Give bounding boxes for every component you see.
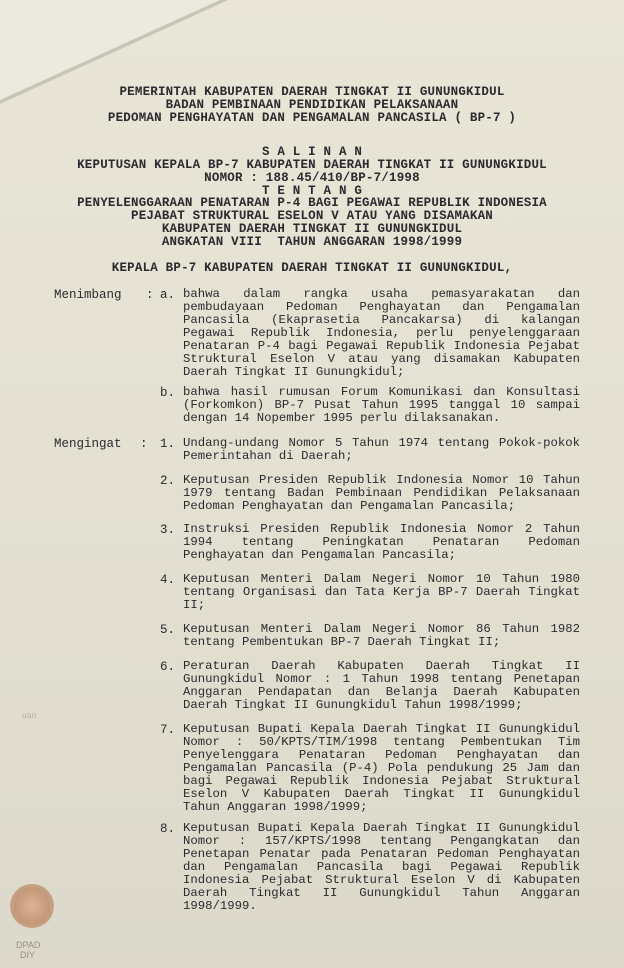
header-line-2: BADAN PEMBINAAN PENDIDIKAN PELAKSANAAN bbox=[165, 98, 459, 112]
mengingat-item-text: Keputusan Bupati Kepala Daerah Tingkat II Gunungkidul Nomor : 50/KPTS/TIM/1998 tentang Pembentukan Tim Penyelenggara Penataran Pedoman Penghayatan dan Pengamalan Pancasila (P-4) Pola pendukung 25 Jam dan bagi Pegawai Republik Indonesia Pejabat Struktural Eselon V Kabupaten Daerah Tingkat II Gunungkidul Tahun Anggaran 1998/1999; bbox=[183, 722, 580, 814]
mengingat-item-num: 8. bbox=[160, 822, 176, 836]
margin-note: uan bbox=[22, 712, 37, 721]
subject-line-4: ANGKATAN VIII TAHUN ANGGARAN 1998/1999 bbox=[161, 235, 463, 249]
menimbang-colon: : bbox=[146, 288, 154, 302]
mengingat-item-num: 1. bbox=[160, 437, 176, 451]
mengingat-label: Mengingat bbox=[54, 437, 122, 451]
menimbang-item-text: bahwa hasil rumusan Forum Komunikasi dan Konsultasi (Forkomkon) BP-7 Pusat Tahun 1995 tanggal 10 sampai dengan 14 Nopember 1995 perlu dilaksanakan. bbox=[183, 385, 580, 425]
mengingat-item-text: Keputusan Presiden Republik Indonesia Nomor 10 Tahun 1979 tentang Badan Pembinaan Pendidikan Pelaksanaan Pedoman Penghayatan dan Pengamalan Pancasila; bbox=[183, 473, 580, 513]
mengingat-item-text: Keputusan Menteri Dalam Negeri Nomor 10 Tahun 1980 tentang Organisasi dan Tata Kerja BP-7 Daerah Tingkat II; bbox=[183, 572, 580, 612]
tentang-heading: T E N T A N G bbox=[261, 184, 363, 198]
menimbang-item-num: a. bbox=[160, 288, 176, 302]
menimbang-item-num: b. bbox=[160, 386, 176, 400]
salinan-title: S A L I N A N bbox=[261, 145, 363, 159]
archive-seal-icon bbox=[10, 884, 54, 928]
stamp-line-2: DIY bbox=[20, 950, 36, 960]
header-line-1: PEMERINTAH KABUPATEN DAERAH TINGKAT II GUNUNGKIDUL bbox=[119, 85, 505, 99]
mengingat-item-num: 2. bbox=[160, 474, 176, 488]
mengingat-item-text: Peraturan Daerah Kabupaten Daerah Tingkat II Gunungkidul Nomor : 1 Tahun 1998 tentang Penetapan Anggaran Pendapatan dan Belanja Daerah Kabupaten Daerah Tingkat II Gunungkidul Tahun 1998/1999; bbox=[183, 659, 580, 712]
mengingat-item-num: 5. bbox=[160, 623, 176, 637]
subject-line-3: KABUPATEN DAERAH TINGKAT II GUNUNGKIDUL bbox=[161, 222, 463, 236]
subject-line-1: PENYELENGGARAAN PENATARAN P-4 BAGI PEGAWAI REPUBLIK INDONESIA bbox=[77, 196, 547, 210]
mengingat-item-text: Keputusan Menteri Dalam Negeri Nomor 86 Tahun 1982 tentang Pembentukan BP-7 Daerah Tingkat II; bbox=[183, 622, 580, 649]
stamp-line-1: DPAD bbox=[16, 940, 41, 950]
mengingat-item-num: 7. bbox=[160, 723, 176, 737]
mengingat-item-num: 3. bbox=[160, 523, 176, 537]
archive-stamp-text bbox=[16, 940, 40, 960]
kepala-heading: KEPALA BP-7 KABUPATEN DAERAH TINGKAT II GUNUNGKIDUL, bbox=[111, 261, 513, 275]
mengingat-item-text: Undang-undang Nomor 5 Tahun 1974 tentang Pokok-pokok Pemerintahan di Daerah; bbox=[183, 436, 580, 463]
subject-line-2: PEJABAT STRUKTURAL ESELON V ATAU YANG DISAMAKAN bbox=[131, 209, 493, 223]
mengingat-item-num: 4. bbox=[160, 573, 176, 587]
mengingat-item-num: 6. bbox=[160, 660, 176, 674]
decree-number: NOMOR : 188.45/410/BP-7/1998 bbox=[204, 171, 420, 185]
menimbang-item-text: bahwa dalam rangka usaha pemasyarakatan dan pembudayaan Pedoman Penghayatan dan Pengamalan Pancasila (Ekaprasetia Pancakarsa) di kalangan Pegawai Republik Indonesia, perlu penyelenggaraan Penataran P-4 bagi Pegawai Republik Indonesia Pejabat Struktural Eselon V atau yang disamakan Kabupaten Daerah Tingkat II Gunungkidul; bbox=[183, 287, 580, 379]
header-line-3: PEDOMAN PENGHAYATAN DAN PENGAMALAN PANCASILA ( BP-7 ) bbox=[107, 111, 517, 125]
menimbang-label: Menimbang bbox=[54, 288, 122, 302]
mengingat-colon: : bbox=[140, 437, 148, 451]
mengingat-item-text: Instruksi Presiden Republik Indonesia Nomor 2 Tahun 1994 tentang Peningkatan Penataran Pedoman Penghayatan dan Pengamalan Pancasila; bbox=[183, 522, 580, 562]
mengingat-item-text: Keputusan Bupati Kepala Daerah Tingkat II Gunungkidul Nomor : 157/KPTS/1998 tentang Pengangkatan dan Penetapan Penatar pada Penataran Pedoman Penghayatan dan Pengamalan Pancasila bagi Pegawai Republik Indonesia Pejabat Struktural Eselon V di Kabupaten Daerah Tingkat II Gunungkidul Tahun Anggaran 1998/1999. bbox=[183, 821, 580, 913]
decree-title: KEPUTUSAN KEPALA BP-7 KABUPATEN DAERAH TINGKAT II GUNUNGKIDUL bbox=[77, 158, 547, 172]
